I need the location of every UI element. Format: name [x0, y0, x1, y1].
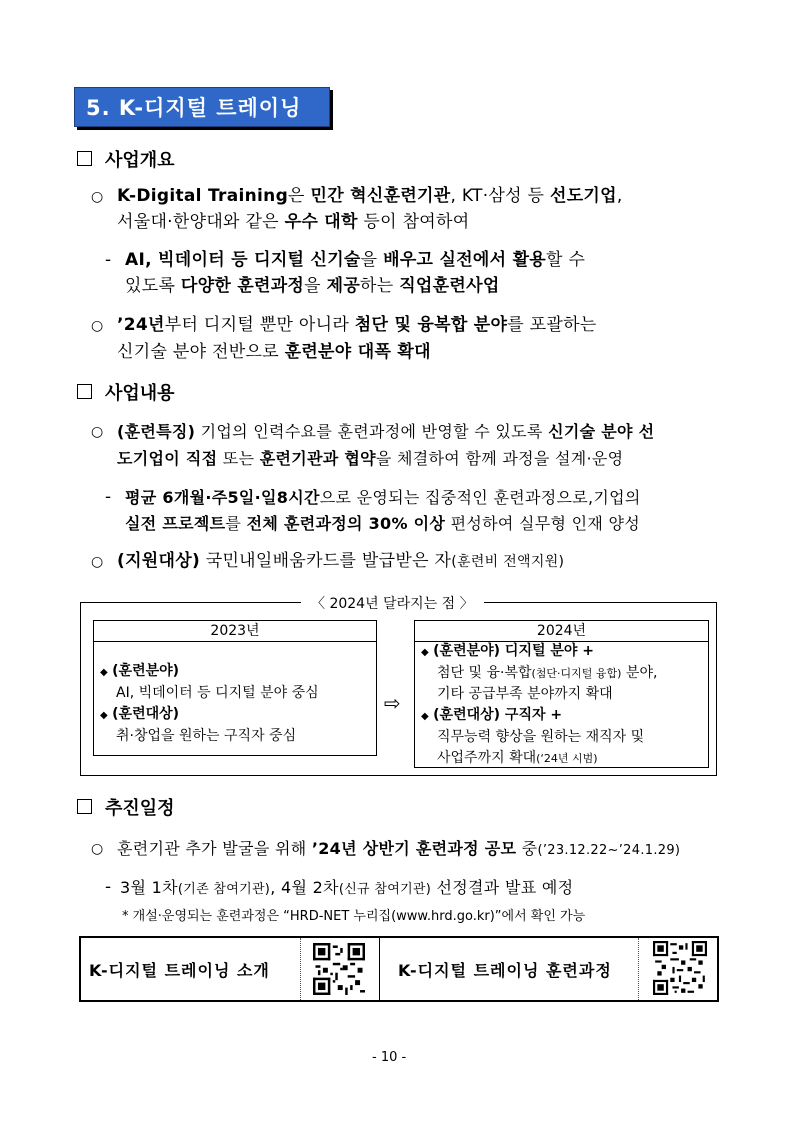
section1-checkbox [77, 151, 92, 170]
s2-b1-line1: (훈련특징) 기업의 인력수요를 훈련과정에 반영할 수 있도록 신기술 분야 선 [117, 422, 655, 441]
page-number: - 10 - [372, 1050, 407, 1065]
qr-table [79, 936, 719, 1002]
section3-heading: 추진일정 [105, 798, 175, 819]
dash-bullet: - [105, 877, 112, 897]
qr-left-code-cell [301, 938, 380, 1000]
section1-heading: 사업개요 [105, 150, 175, 171]
page-title: 5. K-디지털 트레이닝 [86, 96, 302, 120]
dash-bullet: - [105, 487, 112, 507]
compare-left-body: ◆ (훈련분야) AI, 빅데이터 등 디지털 분야 중심 ◆ (훈련대상) 취·창업을 원하는 구직자 중심 [100, 663, 319, 744]
qr-left-label-cell [81, 938, 301, 1000]
qr-code-icon[interactable] [313, 943, 365, 995]
qr-code-icon[interactable] [653, 941, 707, 995]
s2-d1-line1: 평균 6개월·주5일·일8시간으로 운영되는 집중적인 훈련과정으로,기업의 [125, 488, 641, 507]
qr-right-label: K-디지털 트레이닝 훈련과정 [398, 961, 612, 980]
compare-right-column [414, 620, 709, 768]
note: * 개설·운영되는 훈련과정은 “HRD-NET 누리집(www.hrd.go.kr)”에서 확인 가능 [122, 909, 586, 924]
s2-b2-line1: (지원대상) 국민내일배움카드를 발급받은 자(훈련비 전액지원) [117, 551, 565, 571]
s1-b1-line1: K-Digital Training은 민간 혁신훈련기관, KT·삼성 등 선도기업, [117, 186, 623, 206]
circle-bullet: ○ [91, 318, 104, 334]
arrow-right-icon: ⇨ [384, 691, 401, 715]
s1-b2-line2: 신기술 분야 전반으로 훈련분야 대폭 확대 [117, 342, 431, 362]
s3-d1-line1: 3월 1차(기존 참여기관), 4월 2차(신규 참여기관) 선정결과 발표 예정 [120, 878, 574, 897]
qr-left-label: K-디지털 트레이닝 소개 [89, 961, 270, 980]
comparison-title: 〈 2024년 달라지는 점 〉 [301, 593, 484, 613]
section2-heading: 사업내용 [105, 383, 175, 404]
compare-left-column [93, 620, 377, 756]
s1-d1-line1: AI, 빅데이터 등 디지털 신기술을 배우고 실전에서 활용할 수 [125, 250, 586, 270]
compare-right-body: ◆ (훈련분야) 디지털 분야 + 첨단 및 융·복합(첨단·디지털 융합) 분야, 기타 공급부족 분야까지 확대 ◆ (훈련대상) 구직자 + 직무능력 향상을 원하는 재직자 및 사업주까지 확대(‘24년 시범) [421, 643, 658, 766]
section3-checkbox [77, 799, 92, 818]
compare-left-header: 2023년 [94, 621, 376, 642]
compare-right-header: 2024년 [415, 621, 708, 642]
circle-bullet: ○ [91, 189, 104, 205]
s2-b1-line2: 도기업이 직접 또는 훈련기관과 협약을 체결하여 함께 과정을 설계·운영 [117, 449, 624, 468]
qr-right-label-cell [380, 938, 639, 1000]
s1-b1-line2: 서울대·한양대와 같은 우수 대학 등이 참여하여 [117, 212, 470, 232]
qr-right-code-cell [639, 938, 717, 1000]
circle-bullet: ○ [91, 841, 104, 857]
s2-d1-line2: 실전 프로젝트를 전체 훈련과정의 30% 이상 편성하여 실무형 인재 양성 [125, 514, 641, 533]
dash-bullet: - [105, 250, 112, 270]
s3-b1-line1: 훈련기관 추가 발굴을 위해 ’24년 상반기 훈련과정 공모 중(’23.12.22~’24.1.29) [117, 839, 681, 858]
s1-b2-line1: ’24년부터 디지털 뿐만 아니라 첨단 및 융복합 분야를 포괄하는 [117, 315, 597, 335]
circle-bullet: ○ [91, 554, 104, 570]
circle-bullet: ○ [91, 424, 104, 440]
s1-d1-line2: 있도록 다양한 훈련과정을 제공하는 직업훈련사업 [125, 276, 500, 296]
section2-checkbox [77, 384, 92, 403]
